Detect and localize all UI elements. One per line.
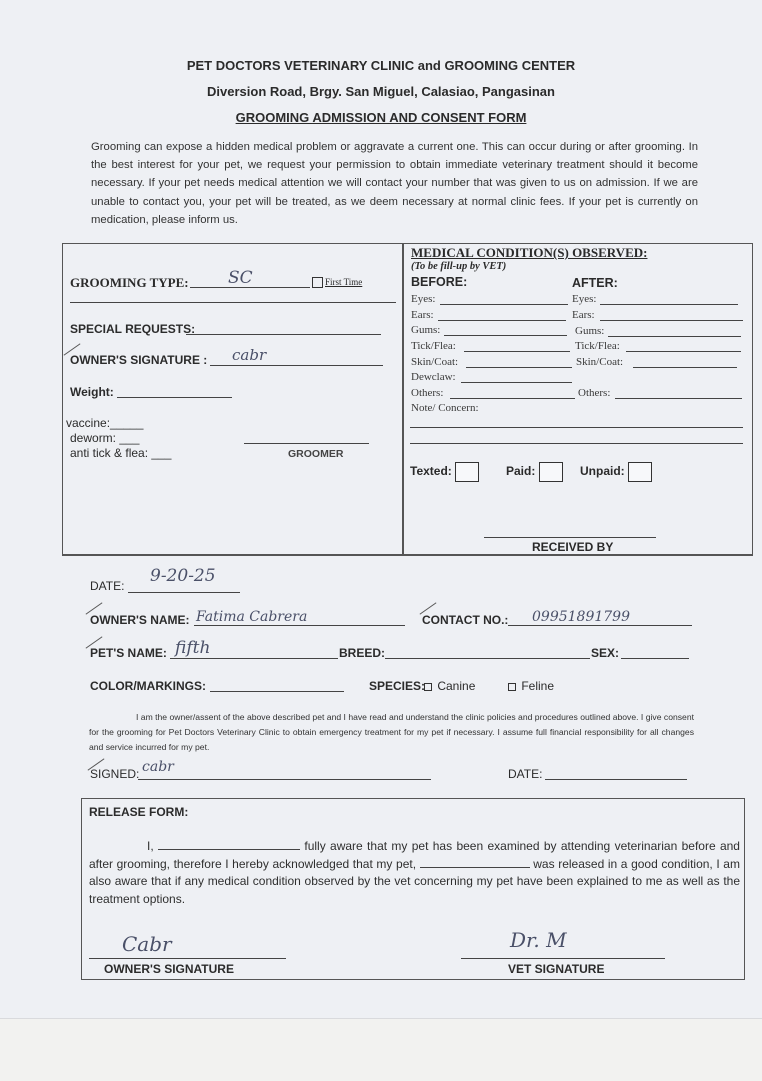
consent-text: I am the owner/assent of the above described pet and I have read and understand the clinic policies and procedures outlined above. I give consent for the grooming for Pet Doctors Veterinary Clinic to obtain emergency treatment for my pet if necessary. I assume full financial responsibility for all changes and service incurred for my pet. bbox=[89, 712, 694, 752]
release-title: RELEASE FORM: bbox=[89, 805, 189, 819]
owner-name-label: OWNER'S NAME: bbox=[90, 613, 190, 627]
groomer-label: GROOMER bbox=[288, 448, 344, 460]
before-dewclaw-field[interactable] bbox=[461, 382, 572, 383]
unpaid-checkbox[interactable] bbox=[628, 462, 652, 482]
release-owner-signature-label: OWNER'S SIGNATURE bbox=[104, 962, 234, 976]
after-tickflea-field[interactable] bbox=[626, 351, 741, 352]
release-text-3: was released in a good condition, I am also aware that if any medical condition observed by the vet concerning my pet have been explained to me as well as the treatment options. bbox=[89, 856, 740, 906]
before-eyes-field[interactable] bbox=[440, 304, 568, 305]
contact-value: 09951891799 bbox=[532, 609, 630, 625]
texted-option bbox=[410, 462, 479, 482]
deworm-label: deworm: ___ bbox=[70, 431, 140, 445]
release-text bbox=[89, 838, 740, 908]
breed-field[interactable] bbox=[385, 658, 590, 659]
before-gums-label: Gums: bbox=[411, 324, 441, 336]
release-owner-name-field[interactable] bbox=[158, 839, 300, 850]
form-title: GROOMING ADMISSION AND CONSENT FORM bbox=[235, 110, 527, 125]
sex-label: SEX: bbox=[591, 646, 620, 660]
antitick-label: anti tick & flea: ___ bbox=[70, 446, 172, 460]
pet-name-value: fifth bbox=[175, 638, 211, 658]
paid-checkbox[interactable] bbox=[539, 462, 563, 482]
contact-field[interactable] bbox=[508, 625, 692, 626]
intro-paragraph: Grooming can expose a hidden medical problem or aggravate a current one. This can occur during or after grooming. In the best interest for your pet, we request your permission to obtain immediate veterinary treatment should it become necessary. If your pet needs medical attention we will contact your number that was given to us on admission. If we are unable to contact you, your pet will be treated, as we deem necessary at normal clinic fees. If your pet is currently on medication, please inform us. bbox=[91, 141, 698, 226]
medical-subtitle: (To be fill-up by VET) bbox=[411, 261, 507, 272]
pet-name-label: PET'S NAME: bbox=[90, 646, 167, 660]
texted-checkbox[interactable] bbox=[455, 462, 479, 482]
color-markings-label: COLOR/MARKINGS: bbox=[90, 679, 206, 693]
before-eyes-label: Eyes: bbox=[411, 293, 436, 305]
received-by-label: RECEIVED BY bbox=[532, 540, 614, 554]
first-time-label: First Time bbox=[325, 277, 363, 287]
groomer-signature-field[interactable] bbox=[244, 443, 369, 444]
texted-label: Texted: bbox=[410, 464, 452, 479]
first-time-option[interactable] bbox=[312, 277, 362, 288]
release-text-2: fully aware that my pet has been examined by attending veterinarian before and after grooming, therefore I hereby acknowledged that my pet, bbox=[89, 839, 740, 871]
panel-divider bbox=[402, 243, 404, 555]
paid-label: Paid: bbox=[506, 464, 536, 479]
date-label: DATE: bbox=[90, 579, 125, 593]
grooming-type-label: GROOMING TYPE: bbox=[70, 275, 189, 290]
date-value: 9-20-25 bbox=[150, 566, 216, 586]
paid-option bbox=[506, 462, 563, 482]
species-label: SPECIES: bbox=[369, 679, 426, 693]
unpaid-option bbox=[580, 462, 652, 482]
owner-signature-value: cabr bbox=[232, 346, 267, 364]
note-field-1[interactable] bbox=[410, 427, 743, 428]
after-others-field[interactable] bbox=[615, 398, 742, 399]
sex-field[interactable] bbox=[621, 658, 689, 659]
note-field-2[interactable] bbox=[410, 443, 743, 444]
before-gums-field[interactable] bbox=[444, 335, 567, 336]
clinic-address: Diversion Road, Brgy. San Miguel, Calasiao, Pangasinan bbox=[207, 84, 555, 99]
vet-signature-value: Dr. M bbox=[510, 928, 567, 952]
after-eyes-label: Eyes: bbox=[572, 293, 597, 305]
after-ears-label: Ears: bbox=[572, 309, 595, 321]
before-skincoat-label: Skin/Coat: bbox=[411, 356, 459, 368]
vet-signature-field[interactable] bbox=[461, 958, 665, 959]
note-label: Note/ Concern: bbox=[411, 402, 479, 414]
before-tickflea-field[interactable] bbox=[464, 351, 570, 352]
after-gums-field[interactable] bbox=[608, 336, 741, 337]
owner-signature-field[interactable] bbox=[210, 365, 383, 366]
special-requests-label: SPECIAL REQUESTS: bbox=[70, 322, 196, 336]
date-field[interactable] bbox=[128, 592, 240, 593]
species-canine-option[interactable] bbox=[424, 679, 475, 693]
owner-name-field[interactable] bbox=[194, 625, 405, 626]
pet-name-field[interactable] bbox=[170, 658, 338, 659]
canine-checkbox[interactable] bbox=[424, 683, 432, 691]
scanner-bed bbox=[0, 1018, 762, 1081]
before-others-field[interactable] bbox=[450, 398, 575, 399]
after-eyes-field[interactable] bbox=[600, 304, 738, 305]
grooming-extra-line[interactable] bbox=[70, 302, 396, 303]
before-skincoat-field[interactable] bbox=[466, 367, 572, 368]
before-others-label: Others: bbox=[411, 387, 444, 399]
signed-value: cabr bbox=[142, 759, 174, 775]
before-label: BEFORE: bbox=[411, 275, 468, 289]
clinic-name: PET DOCTORS VETERINARY CLINIC and GROOMING CENTER bbox=[186, 58, 576, 73]
before-ears-label: Ears: bbox=[411, 309, 434, 321]
before-ears-field[interactable] bbox=[438, 320, 566, 321]
release-text-1: I, bbox=[147, 839, 154, 853]
signed-field[interactable] bbox=[138, 779, 431, 780]
color-markings-field[interactable] bbox=[210, 691, 344, 692]
consent-date-field[interactable] bbox=[545, 779, 687, 780]
release-pet-name-field[interactable] bbox=[420, 857, 530, 868]
after-gums-label: Gums: bbox=[575, 325, 605, 337]
after-tickflea-label: Tick/Flea: bbox=[575, 340, 620, 352]
received-by-field[interactable] bbox=[484, 537, 656, 538]
owner-signature-label: OWNER'S SIGNATURE : bbox=[70, 353, 208, 367]
signed-label: SIGNED: bbox=[90, 767, 140, 781]
grooming-type-value: SC bbox=[228, 268, 253, 288]
owner-name-value: Fatima Cabrera bbox=[196, 609, 308, 625]
first-time-checkbox[interactable] bbox=[312, 277, 323, 288]
before-tickflea-label: Tick/Flea: bbox=[411, 340, 456, 352]
breed-label: BREED: bbox=[339, 646, 386, 660]
medical-title: MEDICAL CONDITION(S) OBSERVED: bbox=[411, 245, 648, 260]
after-skincoat-label: Skin/Coat: bbox=[576, 356, 624, 368]
feline-label: Feline bbox=[521, 679, 555, 693]
after-others-label: Others: bbox=[578, 387, 611, 399]
contact-label: CONTACT NO.: bbox=[422, 613, 509, 627]
consent-date-label: DATE: bbox=[508, 767, 543, 781]
species-feline-option[interactable] bbox=[508, 679, 554, 693]
after-ears-field[interactable] bbox=[600, 320, 743, 321]
feline-checkbox[interactable] bbox=[508, 683, 516, 691]
unpaid-label: Unpaid: bbox=[580, 464, 625, 479]
vet-signature-label: VET SIGNATURE bbox=[508, 962, 605, 976]
before-dewclaw-label: Dewclaw: bbox=[411, 371, 456, 383]
after-skincoat-field[interactable] bbox=[633, 367, 737, 368]
release-owner-signature-field[interactable] bbox=[89, 958, 286, 959]
release-owner-signature-value: Cabr bbox=[122, 932, 172, 956]
special-requests-field[interactable] bbox=[186, 334, 381, 335]
canine-label: Canine bbox=[437, 679, 476, 693]
weight-label: Weight: bbox=[70, 385, 114, 399]
weight-field[interactable] bbox=[117, 397, 232, 398]
after-label: AFTER: bbox=[572, 276, 618, 290]
vaccine-label: vaccine:_____ bbox=[66, 416, 144, 430]
